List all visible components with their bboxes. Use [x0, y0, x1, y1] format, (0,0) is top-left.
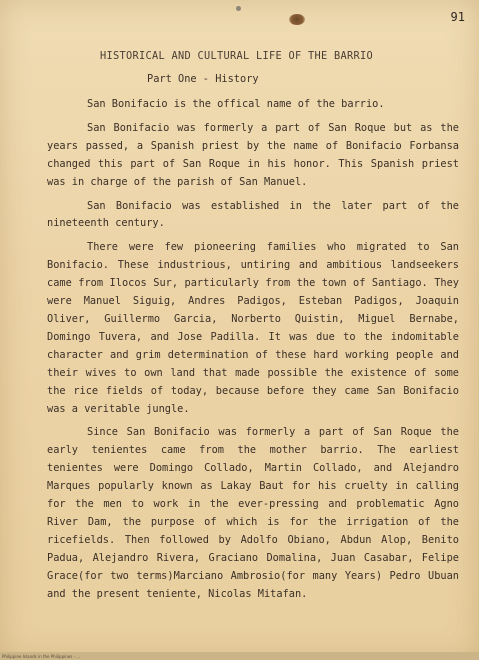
document-title: HISTORICAL AND CULTURAL LIFE OF THE BARRIO: [100, 50, 373, 62]
paragraph-official-name: San Bonifacio is the offical name of the barrio.: [87, 98, 385, 110]
ink-stain: [289, 14, 305, 25]
footer-strip: [0, 652, 479, 660]
paragraph-pioneers: There were few pioneering families who migrated to San Bonifacio. These industrious, untiring and ambitious landseekers came from Ilocos Sur, particularly from the town of Santiago. They were Manuel Siguig, Andres Padigos, Esteban Padigos, Joaquin Oliver, Guillermo Garcia, Norberto Quistin, Miguel Bernabe, Domingo Tuvera, and Jose Padilla. It was due to the indomitable character and grim determination of these hard working people and their wives to own land that made possible the existence of some the rice fields of today, because before they came San Bonifacio was a veritable jungle.: [47, 241, 459, 415]
paragraph-tenientes: Since San Bonifacio was formerly a part of San Roque the early tenientes came from the mother barrio. The earliest tenientes were Domingo Collado, Martin Collado, and Alejandro Marques popularly known as Lakay Baut for his cruelty in calling for the men to work in the ever-pressing and problematic Agno River Dam, the purpose of which is for the irrigation of the ricefields. Then followed by Adolfo Obiano, Abdun Alop, Benito Padua, Alejandro Rivera, Graciano Domalina, Juan Casabar, Felipe Grace(for two terms)Marciano Ambrosio(for many Years) Pedro Ubuan and the present teniente, Nicolas Mitafan.: [47, 426, 459, 600]
document-subtitle: Part One - History: [147, 73, 259, 85]
paragraph-established: San Bonifacio was established in the later part of the nineteenth century.: [47, 199, 459, 230]
paragraph-origin: San Bonifacio was formerly a part of San Roque but as the years passed, a Spanish priest by the name of Bonifacio Forbansa changed this part of San Roque in his honor. This Spanish priest was in charge of the parish of San Manuel.: [47, 121, 459, 188]
staple-mark: [236, 6, 241, 11]
footer-text: Philippine Islands in the Philippines - ...: [2, 654, 81, 659]
page-number: 91: [450, 10, 465, 24]
document-body: [47, 96, 459, 603]
